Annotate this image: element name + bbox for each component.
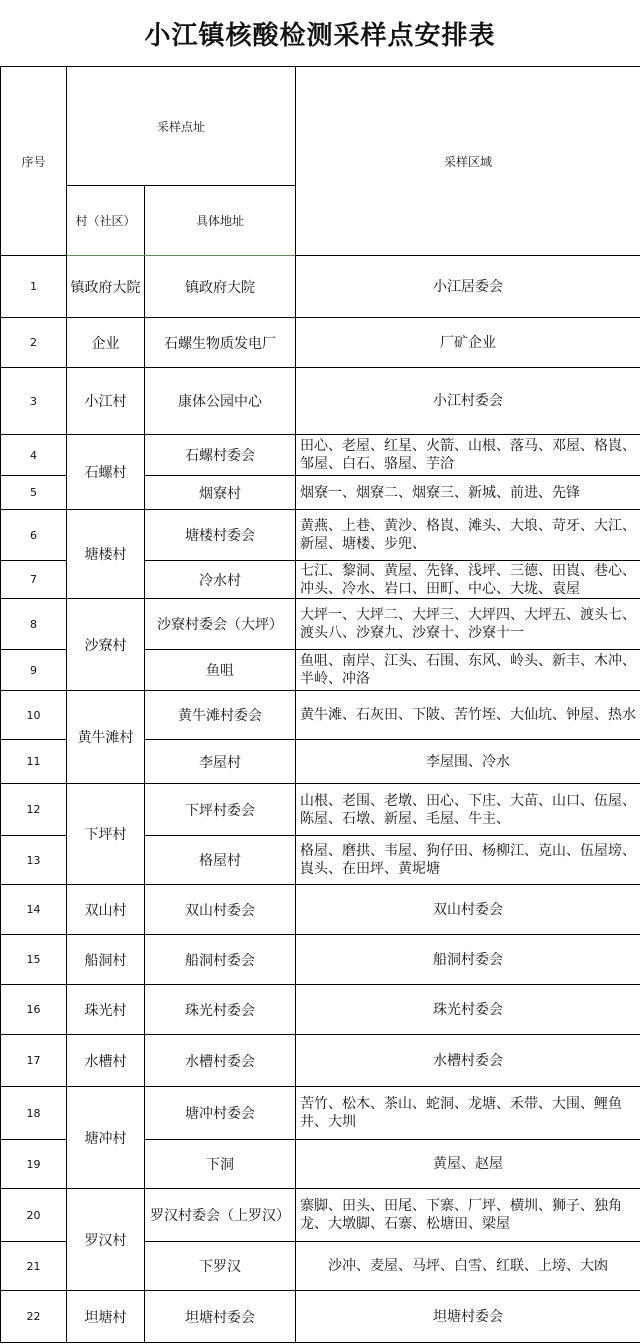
seq-cell: 17 [1,1035,67,1087]
area-cell: 黄屋、赵屋 [296,1140,640,1189]
village-cell: 塘楼村 [67,510,145,599]
seq-cell: 19 [1,1140,67,1189]
area-cell: 田心、老屋、红星、火箭、山根、落马、邓屋、格崀、邹屋、白石、骆屋、芋洽 [296,435,640,476]
area-cell: 寨脚、田头、田尾、下寨、厂坪、横圳、狮子、独角龙、大墩脚、石寨、松塘田、梁屋 [296,1189,640,1242]
address-cell: 冷水村 [145,561,296,599]
area-cell: 沙冲、麦屋、马坪、白雪、红联、上塝、大凼 [296,1242,640,1291]
area-cell: 七江、黎洞、黄屋、先锋、浅坪、三德、田崀、巷心、冲头、冷水、岩口、田町、中心、大垅、袁屋 [296,561,640,599]
address-cell: 石螺生物质发电厂 [145,318,296,368]
address-cell: 康体公园中心 [145,368,296,435]
area-cell: 烟寮一、烟寮二、烟寮三、新城、前进、先锋 [296,476,640,510]
area-cell: 鱼咀、南岸、江头、石围、东风、岭头、新丰、木冲、半岭、冲洛 [296,650,640,691]
page-title: 小江镇核酸检测采样点安排表 [144,20,496,51]
header-site: 采样点址 [67,67,296,186]
table-row [1,368,640,435]
header-address: 具体地址 [145,186,296,256]
area-cell: 船洞村委会 [296,935,640,985]
area-cell: 黄牛滩、石灰田、下陂、苦竹垤、大仙坑、钟屋、热水 [296,691,640,740]
address-cell: 镇政府大院 [145,256,296,318]
header-area: 采样区域 [296,67,640,256]
seq-cell: 8 [1,599,67,650]
address-cell: 烟寮村 [145,476,296,510]
seq-cell: 18 [1,1087,67,1140]
area-cell: 小江居委会 [296,256,640,318]
seq-cell: 13 [1,836,67,885]
sampling-site-table [0,66,640,1343]
address-cell: 石螺村委会 [145,435,296,476]
seq-cell: 4 [1,435,67,476]
village-cell: 企业 [67,318,145,368]
area-cell: 苦竹、松木、茶山、蛇洞、龙塘、禾带、大围、鲤鱼井、大圳 [296,1087,640,1140]
village-cell: 船洞村 [67,935,145,985]
area-cell: 坦塘村委会 [296,1291,640,1343]
village-cell: 水槽村 [67,1035,145,1087]
seq-cell: 15 [1,935,67,985]
address-cell: 塘冲村委会 [145,1087,296,1140]
village-cell: 珠光村 [67,985,145,1035]
village-cell: 石螺村 [67,435,145,510]
seq-cell: 1 [1,256,67,318]
seq-cell: 7 [1,561,67,599]
address-cell: 沙寮村委会（大坪） [145,599,296,650]
area-cell: 大坪一、大坪二、大坪三、大坪四、大坪五、渡头七、渡头八、沙寮九、沙寮十、沙寮十一 [296,599,640,650]
seq-cell: 9 [1,650,67,691]
address-cell: 塘楼村委会 [145,510,296,561]
village-cell: 坦塘村 [67,1291,145,1343]
address-cell: 珠光村委会 [145,985,296,1035]
table-row [1,1291,640,1343]
village-cell: 镇政府大院 [67,256,145,318]
seq-cell: 6 [1,510,67,561]
seq-cell: 2 [1,318,67,368]
address-cell: 船洞村委会 [145,935,296,985]
table-row [1,435,640,476]
table-row [1,985,640,1035]
area-cell: 山根、老围、老墩、田心、下庄、大苗、山口、伍屋、陈屋、石墩、新屋、毛屋、牛主、 [296,784,640,836]
address-cell: 双山村委会 [145,885,296,935]
area-cell: 水槽村委会 [296,1035,640,1087]
table-row [1,784,640,836]
address-cell: 黄牛滩村委会 [145,691,296,740]
seq-cell: 3 [1,368,67,435]
table-row [1,885,640,935]
address-cell: 格屋村 [145,836,296,885]
area-cell: 黄燕、上巷、黄沙、格崀、滩头、大埌、苛牙、大江、新屋、塘楼、步兜、 [296,510,640,561]
village-cell: 沙寮村 [67,599,145,691]
village-cell: 小江村 [67,368,145,435]
address-cell: 鱼咀 [145,650,296,691]
area-cell: 格屋、磨拱、韦屋、狗仔田、杨柳江、克山、伍屋塝、崀头、在田坪、黄坭塘 [296,836,640,885]
header-village: 村（社区） [67,186,145,256]
table-row [1,1035,640,1087]
address-cell: 下罗汉 [145,1242,296,1291]
table-row [1,1189,640,1242]
address-cell: 下坪村委会 [145,784,296,836]
seq-cell: 11 [1,740,67,784]
table-row [1,935,640,985]
address-cell: 下洞 [145,1140,296,1189]
table-row [1,599,640,650]
area-cell: 李屋围、冷水 [296,740,640,784]
seq-cell: 12 [1,784,67,836]
seq-cell: 10 [1,691,67,740]
address-cell: 水槽村委会 [145,1035,296,1087]
seq-cell: 14 [1,885,67,935]
village-cell: 罗汉村 [67,1189,145,1291]
area-cell: 双山村委会 [296,885,640,935]
seq-cell: 21 [1,1242,67,1291]
header-seq: 序号 [1,67,67,256]
seq-cell: 16 [1,985,67,1035]
area-cell: 珠光村委会 [296,985,640,1035]
seq-cell: 20 [1,1189,67,1242]
area-cell: 小江村委会 [296,368,640,435]
address-cell: 李屋村 [145,740,296,784]
table-row [1,510,640,561]
table-row [1,256,640,318]
seq-cell: 5 [1,476,67,510]
address-cell: 坦塘村委会 [145,1291,296,1343]
village-cell: 下坪村 [67,784,145,885]
village-cell: 黄牛滩村 [67,691,145,784]
village-cell: 双山村 [67,885,145,935]
village-cell: 塘冲村 [67,1087,145,1189]
area-cell: 厂矿企业 [296,318,640,368]
address-cell: 罗汉村委会（上罗汉） [145,1189,296,1242]
table-row [1,691,640,740]
table-row [1,318,640,368]
seq-cell: 22 [1,1291,67,1343]
table-row [1,1087,640,1140]
